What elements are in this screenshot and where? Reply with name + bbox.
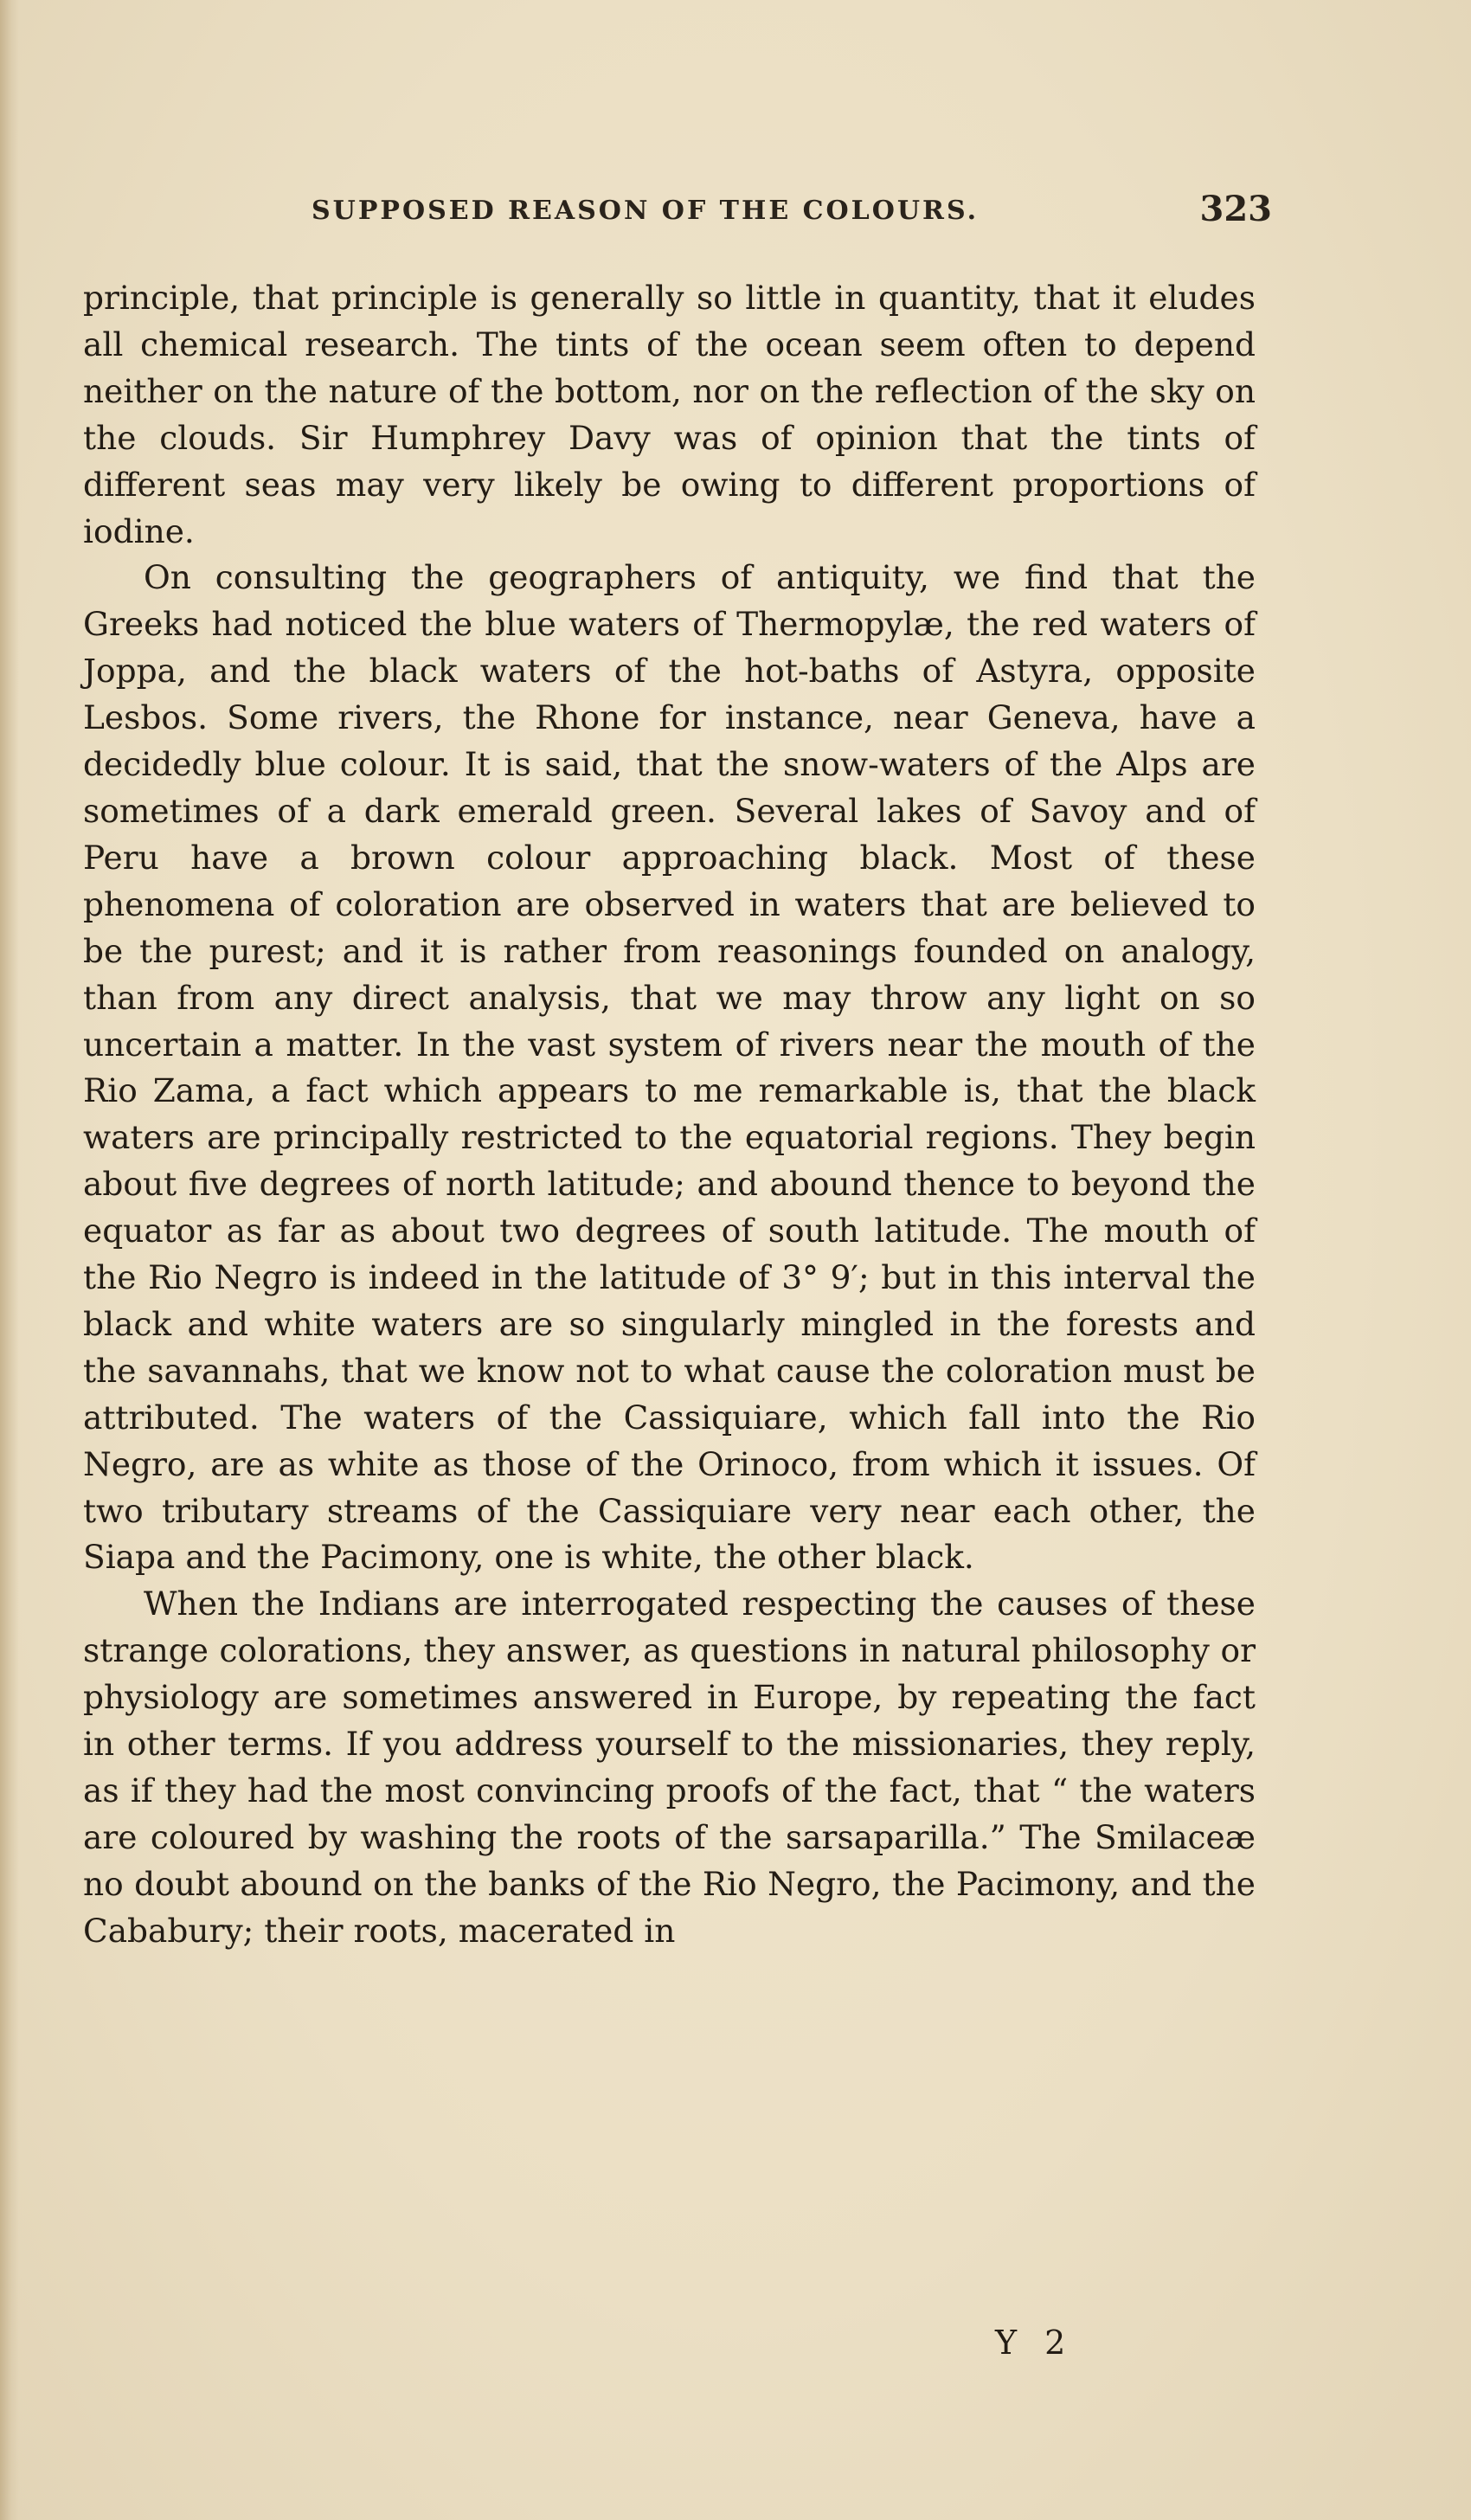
paragraph-2: On consulting the geographers of antiquity, we find that the Greeks had noticed the blue waters of Thermopylæ, the red waters of Joppa, and the black waters of the hot-baths of Astyra, opposite Lesbos. Some rivers, the Rhone for instance, near Geneva, have a decidedly blue colour. It is said, that the snow-waters of the Alps are sometimes of a dark emerald green. Several lakes of Savoy and of Peru have a brown colour approaching black. Most of these phenomena of coloration are observed in waters that are believed to be the purest; and it is rather from reasonings founded on analogy, than from any direct analysis, that we may throw any light on so uncertain a matter. In the vast system of rivers near the mouth of the Rio Zama, a fact which appears to me remarkable is, that the black waters are principally restricted to the equatorial regions. They begin about five degrees of north latitude; and abound thence to beyond the equator as far as about two degrees of south latitude. The mouth of the Rio Negro is indeed in the latitude of 3° 9′; but in this interval the black and white waters are so singularly mingled in the forests and the savannahs, that we know not to what cause the coloration must be attributed. The waters of the Cassiquiare, which fall into the Rio Negro, are as white as those of the Orinoco, from which it issues. Of two tributary streams of the Cassiquiare very near each other, the Siapa and the Pacimony, one is white, the other black. [83,558,1256,1577]
page-number: 323 [1199,189,1272,229]
signature-mark: Y 2 [995,2324,1075,2362]
running-head [294,183,1272,235]
body-text [83,275,1256,1955]
page-gutter-edge [0,0,19,2520]
paragraph-1: principle, that principle is generally so little in quantity, that it eludes all chemical research. The tints of the ocean seem often to depend neither on the nature of the bottom, nor on the reflection of the sky on the clouds. Sir Humphrey Davy was of opinion that the tints of different seas may very likely be owing to different proportions of iodine. [83,279,1256,550]
paragraph-3: When the Indians are interrogated respecting the causes of these strange colorations, they answer, as questions in natural philosophy or physiology are sometimes answered in Europe, by repeating the fact in other terms. If you address yourself to the missionaries, they reply, as if they had the most convincing proofs of the fact, that “ the waters are coloured by washing the roots of the sarsaparilla.” The Smilaceæ no doubt abound on the banks of the Rio Negro, the Pacimony, and the Cababury; their roots, macerated in [83,1585,1256,1950]
running-title: SUPPOSED REASON OF THE COLOURS. [312,196,980,226]
